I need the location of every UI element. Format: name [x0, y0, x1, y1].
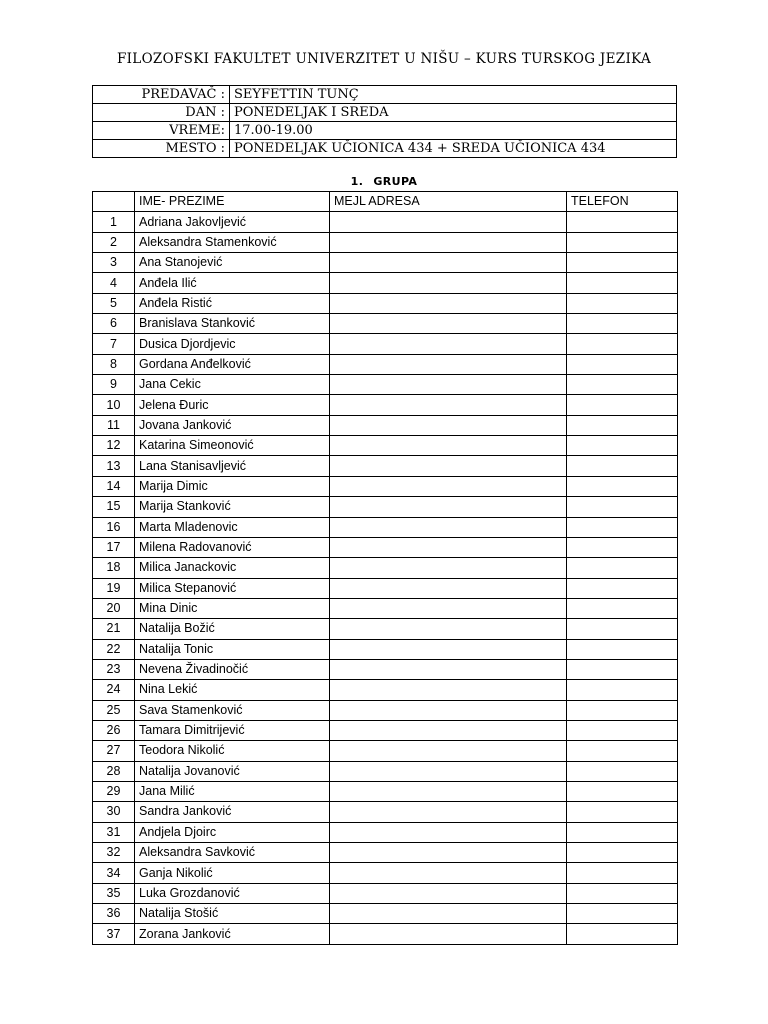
row-number: 27 — [93, 741, 135, 761]
row-number: 1 — [93, 212, 135, 232]
info-row-lecturer — [93, 86, 677, 104]
table-row — [93, 924, 678, 944]
row-number: 20 — [93, 598, 135, 618]
row-number: 6 — [93, 314, 135, 334]
phone-cell — [567, 741, 678, 761]
info-value: PONEDELJAK I SREDA — [230, 104, 677, 122]
row-number: 21 — [93, 619, 135, 639]
phone-cell — [567, 273, 678, 293]
phone-cell — [567, 334, 678, 354]
row-number: 5 — [93, 293, 135, 313]
email-cell — [330, 354, 567, 374]
email-cell — [330, 436, 567, 456]
table-row — [93, 700, 678, 720]
student-name: Marija Stanković — [135, 497, 330, 517]
row-number: 3 — [93, 253, 135, 273]
phone-cell — [567, 904, 678, 924]
student-name: Sandra Janković — [135, 802, 330, 822]
student-name: Sava Stamenković — [135, 700, 330, 720]
info-label: MESTO : — [93, 140, 230, 158]
row-number: 36 — [93, 904, 135, 924]
email-cell — [330, 375, 567, 395]
student-name: Jelena Đuric — [135, 395, 330, 415]
email-cell — [330, 232, 567, 252]
group-label: GRUPA — [373, 175, 418, 188]
row-number: 14 — [93, 476, 135, 496]
phone-cell — [567, 253, 678, 273]
phone-cell — [567, 212, 678, 232]
student-name: Luka Grozdanović — [135, 883, 330, 903]
table-row — [93, 639, 678, 659]
phone-cell — [567, 314, 678, 334]
row-number: 9 — [93, 375, 135, 395]
email-cell — [330, 273, 567, 293]
table-row — [93, 395, 678, 415]
row-number: 7 — [93, 334, 135, 354]
table-row — [93, 904, 678, 924]
student-name: Marija Dimic — [135, 476, 330, 496]
student-name: Anđela Ilić — [135, 273, 330, 293]
student-name: Adriana Jakovljević — [135, 212, 330, 232]
phone-cell — [567, 843, 678, 863]
row-number: 13 — [93, 456, 135, 476]
info-label: DAN : — [93, 104, 230, 122]
student-rows — [93, 212, 678, 944]
email-cell — [330, 517, 567, 537]
phone-cell — [567, 354, 678, 374]
student-name: Gordana Anđelković — [135, 354, 330, 374]
phone-cell — [567, 293, 678, 313]
student-name: Dusica Djordjevic — [135, 334, 330, 354]
student-name: Natalija Božić — [135, 619, 330, 639]
email-cell — [330, 212, 567, 232]
phone-cell — [567, 415, 678, 435]
row-number: 8 — [93, 354, 135, 374]
column-header-number — [93, 192, 135, 212]
row-number: 22 — [93, 639, 135, 659]
row-number: 12 — [93, 436, 135, 456]
table-row — [93, 659, 678, 679]
student-name: Jovana Janković — [135, 415, 330, 435]
phone-cell — [567, 497, 678, 517]
phone-cell — [567, 720, 678, 740]
table-row — [93, 802, 678, 822]
email-cell — [330, 619, 567, 639]
student-name: Anđela Ristić — [135, 293, 330, 313]
phone-cell — [567, 822, 678, 842]
email-cell — [330, 314, 567, 334]
email-cell — [330, 395, 567, 415]
phone-cell — [567, 863, 678, 883]
group-number: 1. — [350, 175, 364, 188]
email-cell — [330, 537, 567, 557]
phone-cell — [567, 375, 678, 395]
student-name: Natalija Tonic — [135, 639, 330, 659]
table-row — [93, 741, 678, 761]
row-number: 17 — [93, 537, 135, 557]
table-row — [93, 212, 678, 232]
student-name: Aleksandra Stamenković — [135, 232, 330, 252]
group-heading — [0, 175, 768, 188]
table-row — [93, 497, 678, 517]
email-cell — [330, 639, 567, 659]
table-row — [93, 293, 678, 313]
info-row-place — [93, 140, 677, 158]
row-number: 18 — [93, 558, 135, 578]
row-number: 4 — [93, 273, 135, 293]
table-row — [93, 619, 678, 639]
phone-cell — [567, 436, 678, 456]
row-number: 24 — [93, 680, 135, 700]
student-name: Marta Mladenovic — [135, 517, 330, 537]
email-cell — [330, 883, 567, 903]
row-number: 30 — [93, 802, 135, 822]
table-row — [93, 334, 678, 354]
email-cell — [330, 253, 567, 273]
phone-cell — [567, 802, 678, 822]
email-cell — [330, 558, 567, 578]
table-row — [93, 843, 678, 863]
phone-cell — [567, 558, 678, 578]
table-row — [93, 781, 678, 801]
student-name: Aleksandra Savković — [135, 843, 330, 863]
row-number: 11 — [93, 415, 135, 435]
phone-cell — [567, 537, 678, 557]
row-number: 29 — [93, 781, 135, 801]
row-number: 25 — [93, 700, 135, 720]
email-cell — [330, 456, 567, 476]
phone-cell — [567, 619, 678, 639]
page-title: FILOZOFSKI FAKULTET UNIVERZITET U NIŠU – KURS TURSKOG JEZIKA — [117, 51, 651, 67]
email-cell — [330, 761, 567, 781]
student-name: Tamara Dimitrijević — [135, 720, 330, 740]
row-number: 19 — [93, 578, 135, 598]
phone-cell — [567, 476, 678, 496]
table-row — [93, 863, 678, 883]
email-cell — [330, 781, 567, 801]
table-row — [93, 476, 678, 496]
student-name: Jana Cekic — [135, 375, 330, 395]
column-header-phone: TELEFON — [567, 192, 678, 212]
phone-cell — [567, 781, 678, 801]
phone-cell — [567, 700, 678, 720]
phone-cell — [567, 680, 678, 700]
student-name: Natalija Stošić — [135, 904, 330, 924]
email-cell — [330, 822, 567, 842]
phone-cell — [567, 395, 678, 415]
table-row — [93, 720, 678, 740]
table-row — [93, 883, 678, 903]
info-row-time — [93, 122, 677, 140]
row-number: 23 — [93, 659, 135, 679]
row-number: 37 — [93, 924, 135, 944]
student-name: Milica Stepanović — [135, 578, 330, 598]
phone-cell — [567, 517, 678, 537]
email-cell — [330, 293, 567, 313]
student-name: Lana Stanisavljević — [135, 456, 330, 476]
student-name: Milena Radovanović — [135, 537, 330, 557]
phone-cell — [567, 578, 678, 598]
row-number: 16 — [93, 517, 135, 537]
info-row-day — [93, 104, 677, 122]
email-cell — [330, 924, 567, 944]
table-row — [93, 822, 678, 842]
table-header-row — [93, 192, 678, 212]
email-cell — [330, 659, 567, 679]
email-cell — [330, 415, 567, 435]
phone-cell — [567, 232, 678, 252]
student-name: Nevena Živadinočić — [135, 659, 330, 679]
phone-cell — [567, 659, 678, 679]
table-row — [93, 375, 678, 395]
row-number: 35 — [93, 883, 135, 903]
course-info-table — [92, 85, 677, 158]
table-row — [93, 354, 678, 374]
email-cell — [330, 700, 567, 720]
phone-cell — [567, 598, 678, 618]
row-number: 26 — [93, 720, 135, 740]
table-row — [93, 456, 678, 476]
student-name: Milica Janackovic — [135, 558, 330, 578]
table-row — [93, 232, 678, 252]
row-number: 34 — [93, 863, 135, 883]
info-label: PREDAVAČ : — [93, 86, 230, 104]
info-label: VREME: — [93, 122, 230, 140]
info-value: SEYFETTIN TUNÇ — [230, 86, 677, 104]
table-row — [93, 415, 678, 435]
table-row — [93, 314, 678, 334]
email-cell — [330, 476, 567, 496]
table-row — [93, 578, 678, 598]
row-number: 31 — [93, 822, 135, 842]
phone-cell — [567, 924, 678, 944]
row-number: 28 — [93, 761, 135, 781]
row-number: 10 — [93, 395, 135, 415]
student-name: Teodora Nikolić — [135, 741, 330, 761]
table-row — [93, 436, 678, 456]
row-number: 2 — [93, 232, 135, 252]
phone-cell — [567, 883, 678, 903]
column-header-name: IME- PREZIME — [135, 192, 330, 212]
table-row — [93, 253, 678, 273]
table-row — [93, 680, 678, 700]
student-name: Mina Dinic — [135, 598, 330, 618]
student-name: Zorana Janković — [135, 924, 330, 944]
student-name: Ganja Nikolić — [135, 863, 330, 883]
phone-cell — [567, 456, 678, 476]
table-row — [93, 537, 678, 557]
table-row — [93, 517, 678, 537]
email-cell — [330, 843, 567, 863]
email-cell — [330, 598, 567, 618]
phone-cell — [567, 761, 678, 781]
table-row — [93, 598, 678, 618]
email-cell — [330, 802, 567, 822]
student-name: Natalija Jovanović — [135, 761, 330, 781]
table-row — [93, 273, 678, 293]
email-cell — [330, 334, 567, 354]
email-cell — [330, 497, 567, 517]
row-number: 32 — [93, 843, 135, 863]
student-name: Nina Lekić — [135, 680, 330, 700]
email-cell — [330, 680, 567, 700]
row-number: 15 — [93, 497, 135, 517]
email-cell — [330, 904, 567, 924]
student-name: Ana Stanojević — [135, 253, 330, 273]
email-cell — [330, 720, 567, 740]
email-cell — [330, 741, 567, 761]
phone-cell — [567, 639, 678, 659]
email-cell — [330, 578, 567, 598]
column-header-email: MEJL ADRESA — [330, 192, 567, 212]
student-table — [92, 191, 678, 945]
student-name: Jana Milić — [135, 781, 330, 801]
student-name: Andjela Djoirc — [135, 822, 330, 842]
student-name: Katarina Simeonović — [135, 436, 330, 456]
info-value: PONEDELJAK UČIONICA 434 + SREDA UČIONICA 434 — [230, 140, 677, 158]
student-name: Branislava Stanković — [135, 314, 330, 334]
table-row — [93, 761, 678, 781]
table-row — [93, 558, 678, 578]
info-value: 17.00-19.00 — [230, 122, 677, 140]
email-cell — [330, 863, 567, 883]
